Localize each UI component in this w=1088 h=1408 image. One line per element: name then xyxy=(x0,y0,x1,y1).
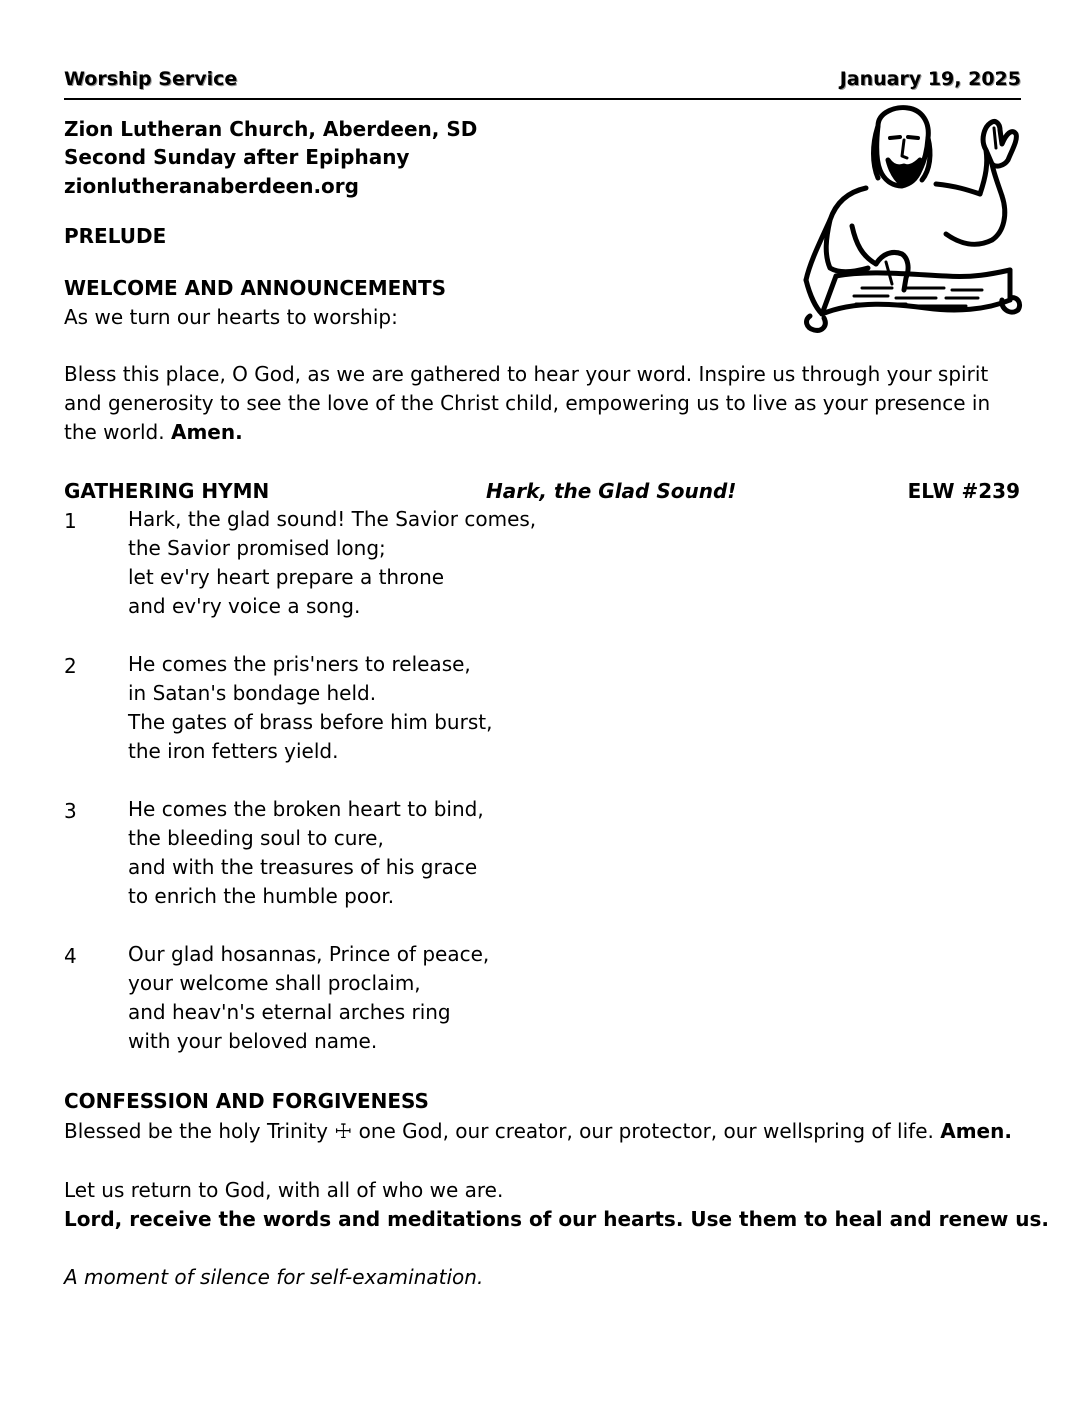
welcome-prayer xyxy=(64,360,1024,447)
verse-line: in Satan's bondage held. xyxy=(128,681,377,705)
verse-line: He comes the broken heart to bind, xyxy=(128,797,484,821)
confession-blessing xyxy=(64,1119,1012,1143)
header-date: January 19, 2025 xyxy=(839,68,1021,90)
verse-lines xyxy=(128,940,489,1056)
confession-response: Lord, receive the words and meditations of our hearts. Use them to heal and renew us. xyxy=(64,1207,1050,1231)
silence-rubric: A moment of silence for self-examination. xyxy=(64,1265,484,1289)
hymn-title: Hark, the Glad Sound! xyxy=(486,479,737,503)
welcome-prayer-amen: Amen. xyxy=(170,420,243,444)
blessing-text: Blessed be the holy Trinity ☩ one God, our creator, our protector, our wellspring of life. xyxy=(64,1119,941,1143)
hymn-number: ELW #239 xyxy=(907,479,1020,503)
page-header xyxy=(64,68,1021,100)
verse-line: to enrich the humble poor. xyxy=(128,884,395,908)
verse-line: and with the treasures of his grace xyxy=(128,855,478,879)
header-title: Worship Service xyxy=(64,68,238,90)
verse-line: the Savior promised long; xyxy=(128,536,386,560)
prelude-heading: PRELUDE xyxy=(64,224,167,248)
verse-lines xyxy=(128,505,536,621)
verse-line: and heav'n's eternal arches ring xyxy=(128,1000,451,1024)
confession-invitation: Let us return to God, with all of who we are. xyxy=(64,1178,504,1202)
verse-lines xyxy=(128,795,484,911)
welcome-intro: As we turn our hearts to worship: xyxy=(64,305,398,329)
verse-line: the bleeding soul to cure, xyxy=(128,826,384,850)
verse-line: Our glad hosannas, Prince of peace, xyxy=(128,942,490,966)
jesus-with-scroll-illustration-icon xyxy=(796,104,1028,344)
confession-heading: CONFESSION AND FORGIVENESS xyxy=(64,1089,429,1113)
verse-line: The gates of brass before him burst, xyxy=(128,710,493,734)
verse-number: 4 xyxy=(64,944,77,968)
verse-number: 1 xyxy=(64,509,77,533)
verse-number: 2 xyxy=(64,654,77,678)
verse-line: He comes the pris'ners to release, xyxy=(128,652,471,676)
welcome-prayer-text: Bless this place, O God, as we are gathered to hear your word. Inspire us through your spirit and generosity to see the love of the Christ child, empowering us to live as your presence in the world. xyxy=(64,362,991,444)
verse-line: the iron fetters yield. xyxy=(128,739,339,763)
welcome-heading: WELCOME AND ANNOUNCEMENTS xyxy=(64,276,447,300)
church-website: zionlutheranaberdeen.org xyxy=(64,174,359,198)
verse-lines xyxy=(128,650,492,766)
hymn-heading: GATHERING HYMN xyxy=(64,479,270,503)
verse-line: let ev'ry heart prepare a throne xyxy=(128,565,445,589)
verse-line: with your beloved name. xyxy=(128,1029,378,1053)
verse-line: your welcome shall proclaim, xyxy=(128,971,421,995)
verse-number: 3 xyxy=(64,799,77,823)
verse-line: Hark, the glad sound! The Savior comes, xyxy=(128,507,537,531)
verse-line: and ev'ry voice a song. xyxy=(128,594,361,618)
church-name: Zion Lutheran Church, Aberdeen, SD xyxy=(64,117,478,141)
service-occasion: Second Sunday after Epiphany xyxy=(64,145,410,169)
blessing-amen: Amen. xyxy=(940,1119,1012,1143)
